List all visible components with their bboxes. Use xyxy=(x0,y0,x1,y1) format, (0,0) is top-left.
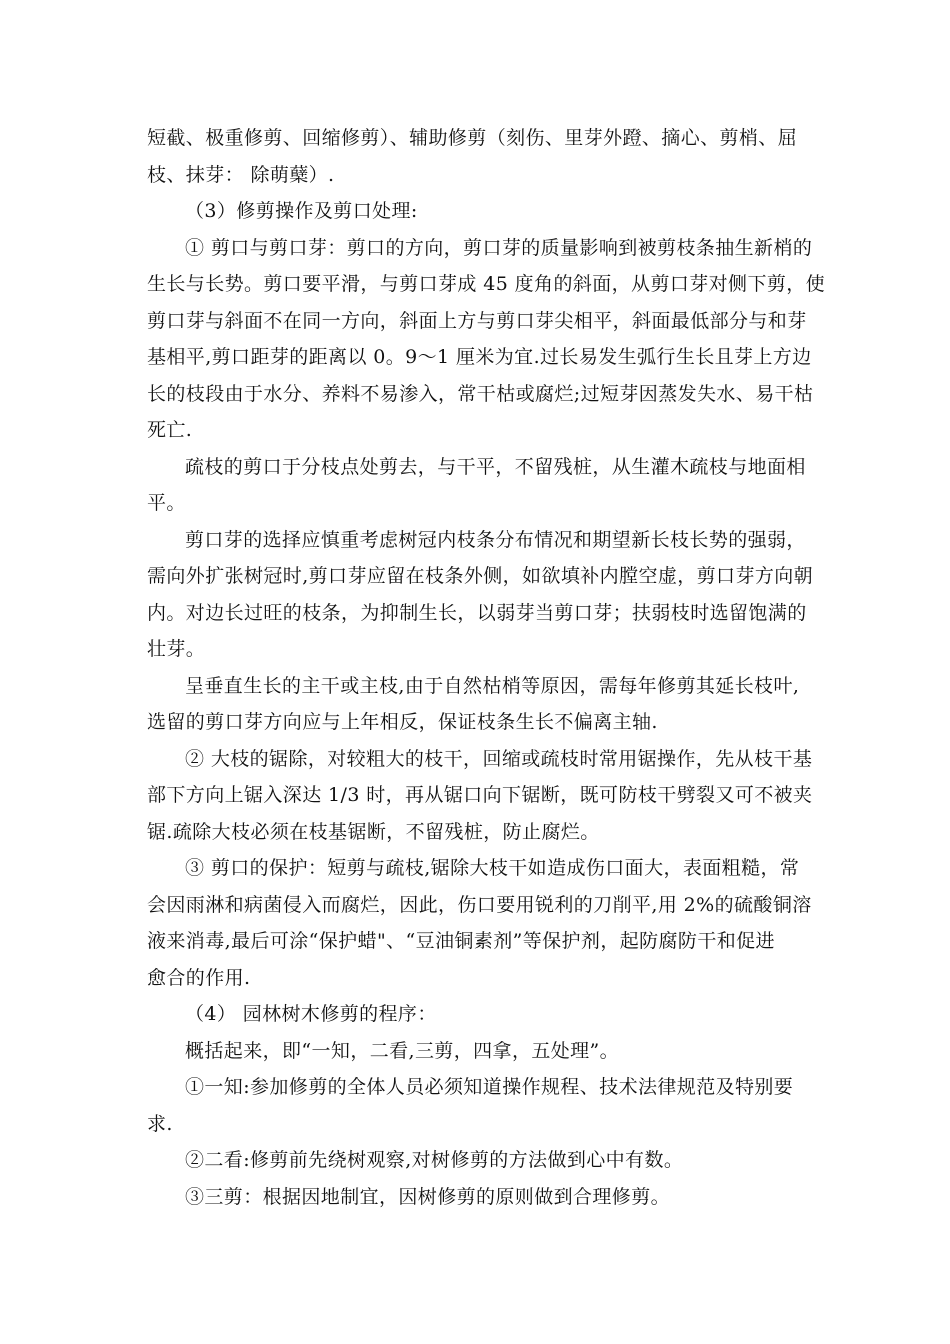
text-line: ①一知:参加修剪的全体人员必须知道操作规程、技术法律规范及特别要 xyxy=(185,1076,794,1098)
text-line: 液来消毒,最后可涂“保护蜡"、“豆油铜素剂”等保护剂，起防腐防干和促进 xyxy=(147,930,775,952)
text-line: 枝、抹芽： 除萌蘖）. xyxy=(147,163,335,186)
document-page xyxy=(147,120,826,1215)
text-line: 短截、极重修剪、回缩修剪）、辅助修剪（刻伤、里芽外蹬、摘心、剪梢、屈 xyxy=(147,127,798,149)
text-line: 长的枝段由于水分、养料不易渗入，常干枯或腐烂;过短芽因蒸发失水、易干枯 xyxy=(147,382,814,405)
text-line: ②二看:修剪前先绕树观察,对树修剪的方法做到心中有数。 xyxy=(185,1149,684,1171)
text-line: 愈合的作用. xyxy=(147,966,251,989)
text-line: 生长与长势。剪口要平滑，与剪口芽成 45 度角的斜面，从剪口芽对侧下剪，使 xyxy=(147,273,826,295)
text-line: 锯.疏除大枝必须在枝基锯断，不留残桩，防止腐烂。 xyxy=(147,820,600,843)
text-line: 壮芽。 xyxy=(147,638,206,660)
text-line: 基相平,剪口距芽的距离以 0。9～1 厘米为宜.过长易发生弧行生长且芽上方边 xyxy=(147,346,812,368)
text-line: ③三剪：根据因地制宜，因树修剪的原则做到合理修剪。 xyxy=(185,1185,671,1208)
text-line: ② 大枝的锯除，对较粗大的枝干，回缩或疏枝时常用锯操作，先从枝干基 xyxy=(185,747,813,770)
text-line: 死亡. xyxy=(147,419,193,441)
text-line: 求. xyxy=(147,1112,173,1135)
text-line: 剪口芽与斜面不在同一方向，斜面上方与剪口芽尖相平，斜面最低部分与和芽 xyxy=(147,309,807,332)
text-line: 会因雨淋和病菌侵入而腐烂，因此，伤口要用锐利的刀削平,用 2%的硫酸铜溶 xyxy=(147,893,812,916)
text-line: 选留的剪口芽方向应与上年相反，保证枝条生长不偏离主轴. xyxy=(147,711,658,733)
text-line: 呈垂直生长的主干或主枝,由于自然枯梢等原因，需每年修剪其延长枝叶, xyxy=(185,674,800,697)
text-line: 疏枝的剪口于分枝点处剪去，与干平，不留残桩，从生灌木疏枝与地面相 xyxy=(185,455,806,478)
text-line: 部下方向上锯入深达 1/3 时，再从锯口向下锯断，既可防枝干劈裂又可不被夹 xyxy=(147,784,813,806)
text-line: 内。对边长过旺的枝条，为抑制生长，以弱芽当剪口芽；扶弱枝时选留饱满的 xyxy=(147,601,807,624)
text-line: 需向外扩张树冠时,剪口芽应留在枝条外侧，如欲填补内膛空虚，剪口芽方向朝 xyxy=(147,565,814,587)
text-line: ① 剪口与剪口芽：剪口的方向，剪口芽的质量影响到被剪枝条抽生新梢的 xyxy=(185,236,813,259)
text-line: ③ 剪口的保护：短剪与疏枝,锯除大枝干如造成伤口面大，表面粗糙，常 xyxy=(185,857,800,879)
section-heading: （4） 园林树木修剪的程序： xyxy=(185,1003,437,1025)
section-heading: （3）修剪操作及剪口处理: xyxy=(185,200,418,222)
text-line: 剪口芽的选择应慎重考虑树冠内枝条分布情况和期望新长枝长势的强弱， xyxy=(185,528,806,551)
text-line: 概括起来，即“一知，二看,三剪，四拿，五处理”。 xyxy=(185,1039,620,1062)
text-line: 平。 xyxy=(147,492,186,514)
